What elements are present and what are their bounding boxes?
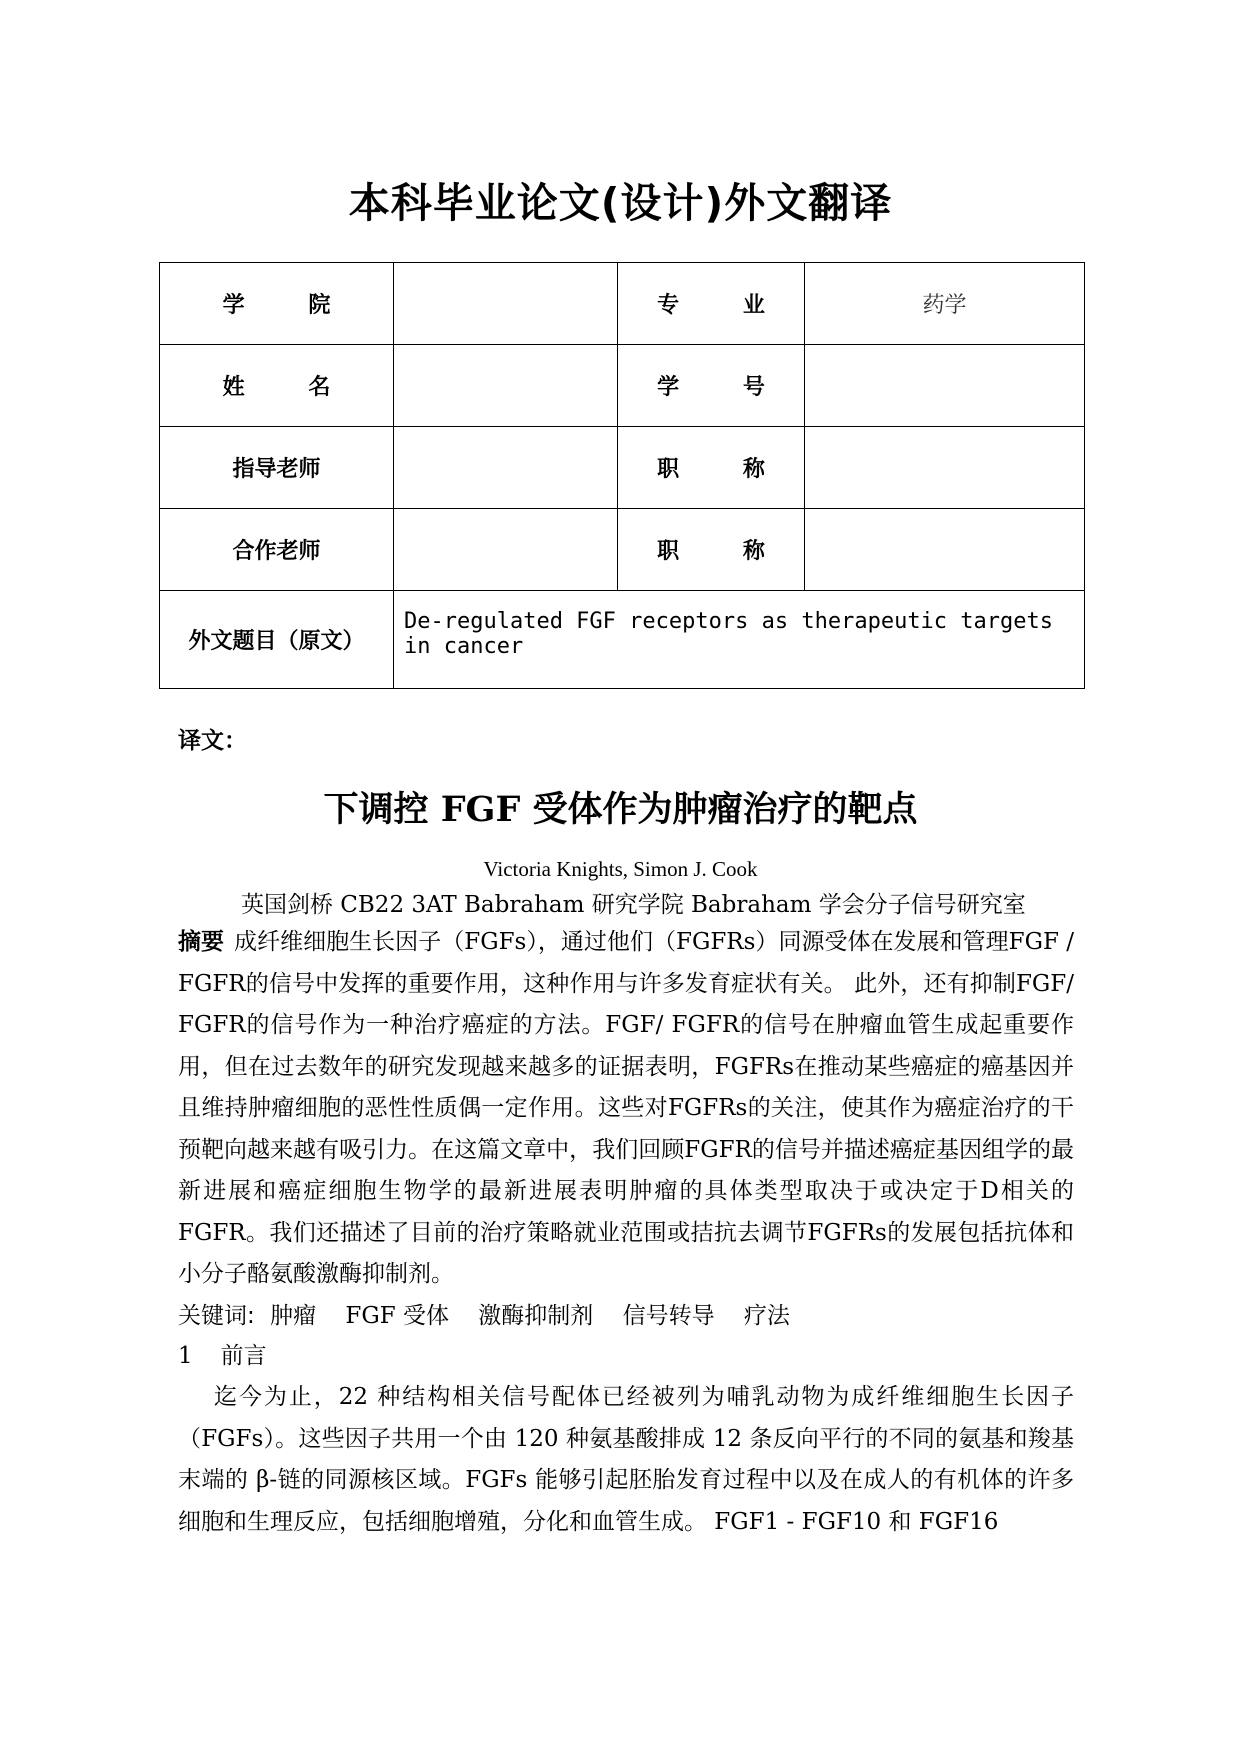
keyword-item: FGF 受体 <box>345 1303 449 1329</box>
student-id-label: 学 号 <box>618 345 805 427</box>
form-row <box>160 427 1085 509</box>
coadvisor-label: 合作老师 <box>160 509 394 591</box>
form-row <box>160 263 1085 345</box>
section-heading <box>178 1337 267 1370</box>
advisor-field[interactable] <box>394 427 618 509</box>
abstract-text: 成纤维细胞生长因子（FGFs），通过他们（FGFRs）同源受体在发展和管理FGF / FGFR的信号中发挥的重要作用，这种作用与许多发育症状有关。 此外，还有抑制FGF/ FGFR的信号作为一种治疗癌症的方法。FGF/ FGFR的信号在肿瘤血管生成起重要作用，但在过去数年的研究发现越来越多的证据表明，FGFRs在推动某些癌症的癌基因并且维持肿瘤细胞的恶性性质偶一定作用。这些对FGFRs的关注，使其作为癌症治疗的干预靶向越来越有吸引力。在这篇文章中，我们回顾FGFR的信号并描述癌症基因组学的最新进展和癌症细胞生物学的最新进展表明肿瘤的具体类型取决于或决定于D相关的FGFR。我们还描述了目前的治疗策略就业范围或拮抗去调节FGFRs的发展包括抗体和小分子酪氨酸激酶抑制剂。 <box>178 929 1075 1287</box>
paper-affiliation: 英国剑桥 CB22 3AT Babraham 研究学院 Babraham 学会分子信号研究室 <box>241 892 1026 918</box>
college-field[interactable] <box>394 263 618 345</box>
source-title-field[interactable]: De-regulated FGF receptors as therapeutic targets in cancer <box>394 591 1085 689</box>
section-number: 1 <box>178 1343 193 1369</box>
major-label: 专 业 <box>618 263 805 345</box>
form-row <box>160 345 1085 427</box>
translation-label: 译文： <box>178 728 247 754</box>
coadvisor-title-field[interactable] <box>805 509 1085 591</box>
section-title: 前言 <box>220 1343 267 1369</box>
info-form-table <box>159 262 1085 689</box>
advisor-title-field[interactable] <box>805 427 1085 509</box>
keyword-item: 激酶抑制剂 <box>478 1303 594 1329</box>
form-row <box>160 591 1085 689</box>
intro-paragraph: 迄今为止，22 种结构相关信号配体已经被列为哺乳动物为成纤维细胞生长因子（FGFs）。这些因子共用一个由 120 种氨基酸排成 12 条反向平行的不同的氨基和羧基末端的 β-链的同源核区域。FGFs 能够引起胚胎发育过程中以及在成人的有机体的许多细胞和生理反应，包括细胞增殖，分化和血管生成。 FGF1 - FGF10 和 FGF16 <box>178 1384 1074 1535</box>
coadvisor-title-label: 职 称 <box>618 509 805 591</box>
paper-authors: Victoria Knights, Simon J. Cook <box>483 857 758 881</box>
source-title-label: 外文题目（原文） <box>160 591 394 689</box>
keyword-item: 疗法 <box>743 1303 790 1329</box>
advisor-title-label: 职 称 <box>618 427 805 509</box>
keywords-line <box>178 1297 812 1330</box>
major-field[interactable]: 药学 <box>805 263 1085 345</box>
coadvisor-field[interactable] <box>394 509 618 591</box>
keyword-item: 信号转导 <box>622 1303 715 1329</box>
paper-title: 下调控 FGF 受体作为肿瘤治疗的靶点 <box>323 789 918 830</box>
college-label: 学 院 <box>160 263 394 345</box>
keyword-item: 肿瘤 <box>270 1303 317 1329</box>
name-label: 姓 名 <box>160 345 394 427</box>
form-row <box>160 509 1085 591</box>
advisor-label: 指导老师 <box>160 427 394 509</box>
abstract-paragraph <box>178 922 1074 1296</box>
name-field[interactable] <box>394 345 618 427</box>
student-id-field[interactable] <box>805 345 1085 427</box>
document-title: 本科毕业论文(设计)外文翻译 <box>348 179 893 227</box>
keywords-heading: 关键词: <box>178 1303 255 1329</box>
abstract-heading: 摘要 <box>178 929 225 955</box>
